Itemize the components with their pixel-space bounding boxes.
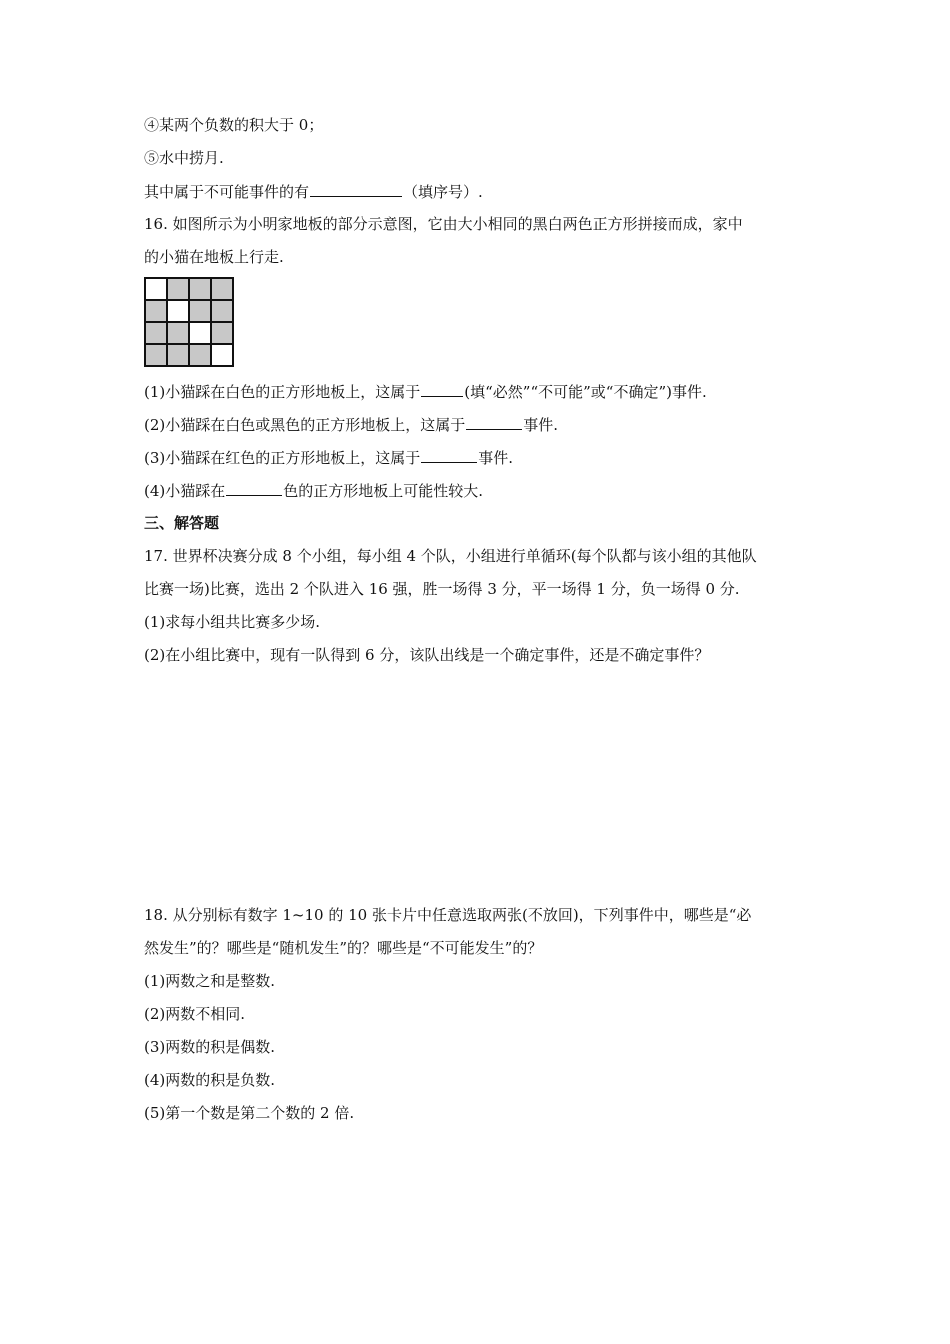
floor-tile-gray <box>211 278 233 300</box>
q16-stem-line2: 的小猫在地板上行走. <box>144 248 284 266</box>
answer-blank <box>421 380 463 397</box>
q15-question-pre: 其中属于不可能事件的有 <box>144 183 310 201</box>
q16-part1-post: (填“必然”“不可能”或“不确定”)事件. <box>464 383 707 401</box>
floor-tile-white <box>211 344 233 366</box>
q18-part1: (1)两数之和是整数. <box>144 972 276 990</box>
q16-part3-post: 事件. <box>478 449 514 467</box>
answer-blank <box>310 180 402 197</box>
q16-part2-post: 事件. <box>523 416 559 434</box>
floor-tile-grid <box>144 277 234 367</box>
floor-tile-gray <box>145 344 167 366</box>
q16-part1-pre: (1)小猫踩在白色的正方形地板上，这属于 <box>144 383 421 401</box>
q18-part4: (4)两数的积是负数. <box>144 1071 276 1089</box>
q18-part3: (3)两数的积是偶数. <box>144 1038 276 1056</box>
q17-part2: (2)在小组比赛中，现有一队得到 6 分，该队出线是一个确定事件，还是不确定事件？ <box>144 646 710 664</box>
q16-part3 <box>144 446 513 469</box>
floor-tile-gray <box>189 278 211 300</box>
floor-tile-gray <box>167 322 189 344</box>
floor-tile-gray <box>189 300 211 322</box>
q18-line1: 18. 从分别标有数字 1~10 的 10 张卡片中任意选取两张(不放回)，下列事件中，哪些是“必 <box>144 906 752 924</box>
floor-tile-gray <box>145 322 167 344</box>
q16-part2 <box>144 413 558 436</box>
q16-part4 <box>144 479 483 502</box>
q16-part1 <box>144 380 707 403</box>
q16-part4-post: 色的正方形地板上可能性较大. <box>283 482 484 500</box>
q17-line1: 17. 世界杯决赛分成 8 个小组，每小组 4 个队，小组进行单循环(每个队都与该小组的其他队 <box>144 547 757 565</box>
floor-tile-gray <box>167 278 189 300</box>
floor-tile-white <box>167 300 189 322</box>
floor-tile-gray <box>145 300 167 322</box>
answer-blank <box>226 479 282 496</box>
q16-part4-pre: (4)小猫踩在 <box>144 482 226 500</box>
q17-part1: (1)求每小组共比赛多少场. <box>144 613 321 631</box>
q15-item5: ⑤水中捞月. <box>144 149 224 167</box>
q15-item4: ④某两个负数的积大于 0； <box>144 116 324 134</box>
floor-tile-gray <box>211 300 233 322</box>
q16-stem-line1: 16. 如图所示为小明家地板的部分示意图，它由大小相同的黑白两色正方形拼接而成，家中 <box>144 215 743 233</box>
floor-tile-white <box>189 322 211 344</box>
floor-tile-gray <box>211 322 233 344</box>
floor-tile-gray <box>167 344 189 366</box>
q16-part2-pre: (2)小猫踩在白色或黑色的正方形地板上，这属于 <box>144 416 466 434</box>
section-heading: 三、解答题 <box>144 514 220 532</box>
answer-blank <box>421 446 477 463</box>
answer-blank <box>466 413 522 430</box>
q15-question-post: （填序号）. <box>403 183 483 201</box>
q17-line2: 比赛一场)比赛，选出 2 个队进入 16 强，胜一场得 3 分，平一场得 1 分，负一场得 0 分. <box>144 580 740 598</box>
q15-question <box>144 180 483 203</box>
floor-tile-white <box>145 278 167 300</box>
floor-tile-gray <box>189 344 211 366</box>
q18-line2: 然发生”的？哪些是“随机发生”的？哪些是“不可能发生”的？ <box>144 939 543 957</box>
q16-part3-pre: (3)小猫踩在红色的正方形地板上，这属于 <box>144 449 421 467</box>
q18-part5: (5)第一个数是第二个数的 2 倍. <box>144 1104 355 1122</box>
q18-part2: (2)两数不相同. <box>144 1005 246 1023</box>
